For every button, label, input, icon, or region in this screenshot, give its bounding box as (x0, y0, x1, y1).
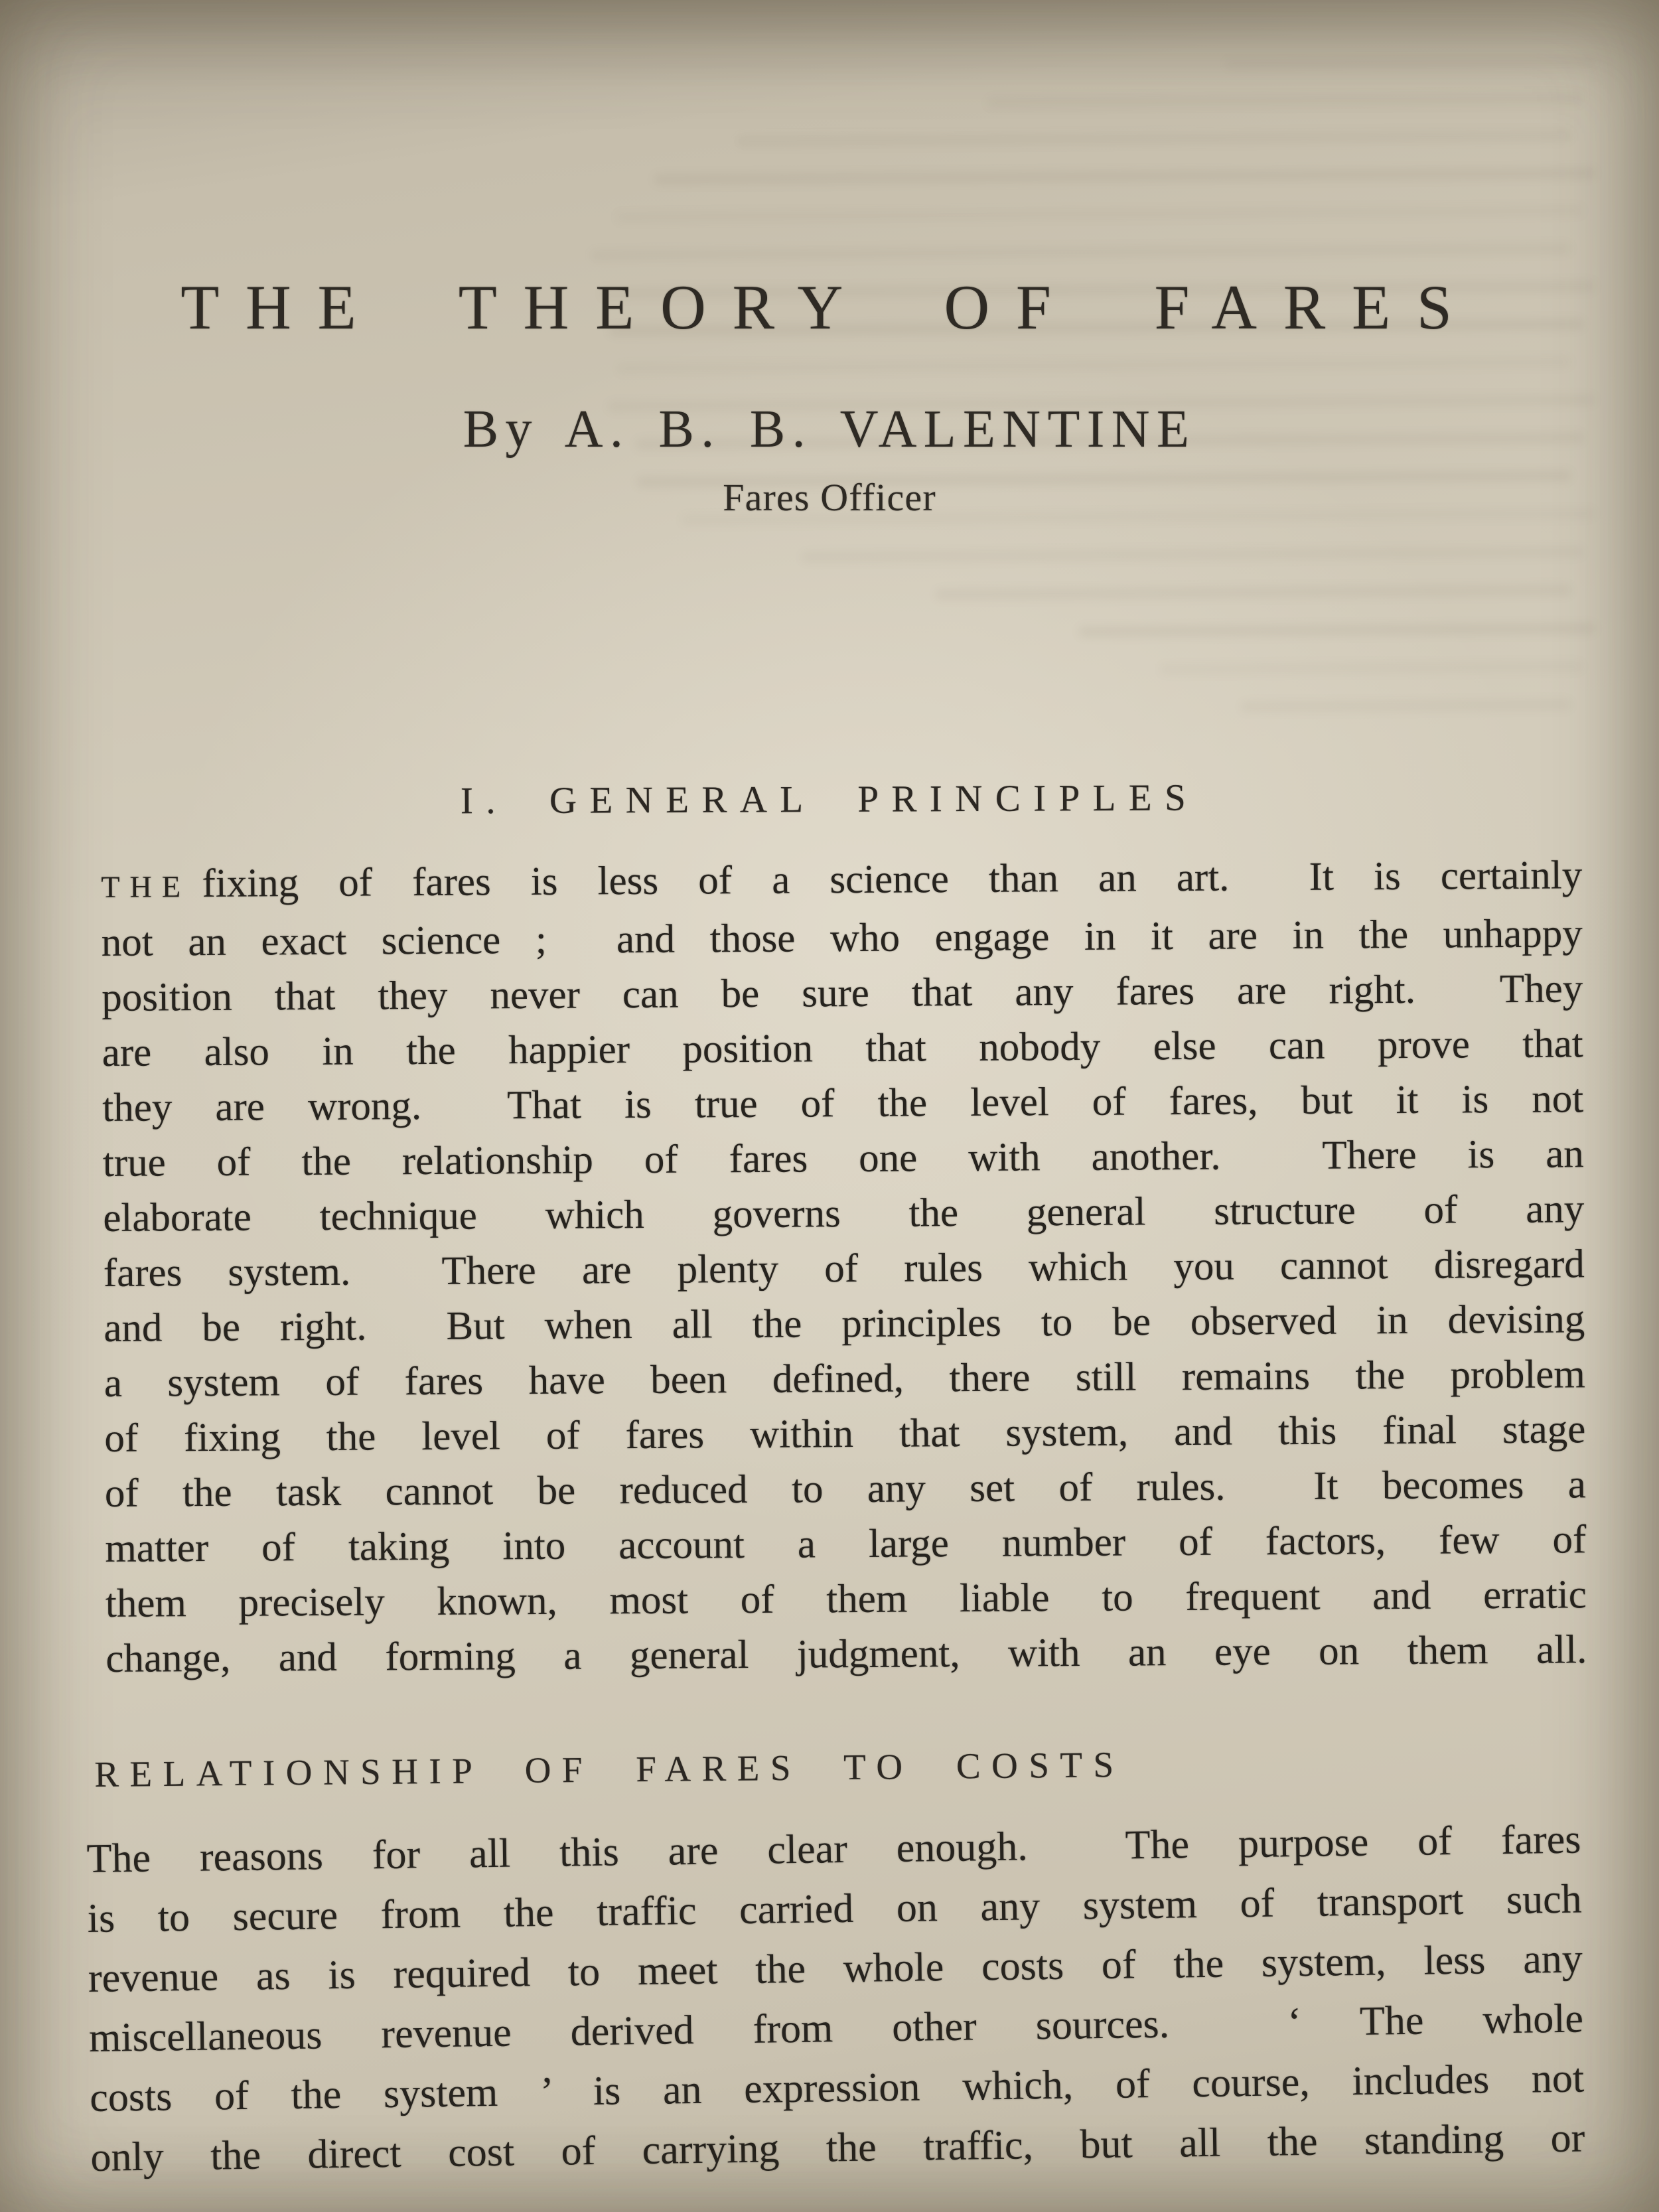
text-line: change, and forming a general judgment, with an eye on them all. (106, 1627, 1587, 1681)
text-line: a system of fares have been defined, there still remains the problem (104, 1352, 1586, 1406)
bleed-through-line (615, 205, 1584, 223)
bleed-through-line (1240, 699, 1572, 712)
paragraph-lines (102, 906, 1587, 1686)
text-line: elaborate technique which governs the general structure of any (103, 1187, 1585, 1240)
text-line: true of the relationship of fares one with another. There is an (102, 1132, 1584, 1185)
text-line: only the direct cost of carrying the traffic, but all the standing or (90, 2115, 1585, 2180)
text-line: The reasons for all this are clear enough. The purpose of fares (86, 1816, 1581, 1881)
text-line (101, 848, 1582, 915)
bleed-through-line (1159, 661, 1584, 675)
text-line: and be right. But when all the principles to be observed in devising (104, 1297, 1585, 1351)
text-line: fares system. There are plenty of rules which you cannot disregard (103, 1242, 1585, 1295)
byline-role: Fares Officer (723, 476, 936, 519)
bleed-through-line (1224, 56, 1596, 70)
bleed-through-line (935, 585, 1572, 601)
paragraph-general-principles (101, 848, 1587, 1686)
section-heading-label: GENERAL PRINCIPLES (549, 776, 1199, 822)
text-line: costs of the system ’ is an expression which, of course, includes not (89, 2055, 1585, 2120)
bleed-through-line (801, 546, 1584, 563)
text-line-rest: fixing of fares is less of a science than an art. It is certainly (202, 853, 1583, 907)
text-line: is to secure from the traffic carried on any system of transport such (87, 1876, 1583, 1941)
text-line: not an exact science ; and those who engage in it are in the unhappy (101, 911, 1583, 965)
bleed-through-line (590, 243, 1572, 261)
text-line: of fixing the level of fares within that system, and this final stage (104, 1407, 1586, 1461)
page-title: THE THEORY OF FARES (180, 272, 1479, 342)
bleed-through-line (987, 93, 1584, 108)
lead-word: THE (101, 870, 191, 905)
section-heading-relationship-of-fares-to-costs: RELATIONSHIP OF FARES TO COSTS (94, 1744, 1125, 1795)
section-number: I. (460, 780, 509, 822)
text-line: matter of taking into account a large number of factors, few of (105, 1517, 1587, 1571)
section-heading-general-principles (0, 774, 1659, 825)
text-line: revenue as is required to meet the whole costs of the system, less any (88, 1936, 1583, 2001)
bleed-through-line (654, 167, 1596, 185)
bleed-through-line (616, 356, 1572, 374)
byline: By A. B. B. VALENTINE (463, 400, 1196, 459)
text-line: them precisely known, most of them liable to frequent and erratic (105, 1572, 1587, 1626)
text-line: miscellaneous revenue derived from other sources. ‘ The whole (88, 1996, 1584, 2061)
bleed-through-line (736, 130, 1572, 147)
paragraph-relationship-of-fares-to-costs (86, 1810, 1585, 2187)
text-line: position that they never can be sure that any fares are right. They (102, 966, 1583, 1020)
bleed-through-line (1078, 623, 1596, 637)
text-line: they are wrong. That is true of the level of fares, but it is not (102, 1076, 1584, 1130)
text-line: are also in the happier position that nobody else can prove that (102, 1021, 1583, 1075)
text-line: of the task cannot be reduced to any set of rules. It becomes a (104, 1462, 1587, 1516)
paragraph-lines (86, 1810, 1585, 2187)
